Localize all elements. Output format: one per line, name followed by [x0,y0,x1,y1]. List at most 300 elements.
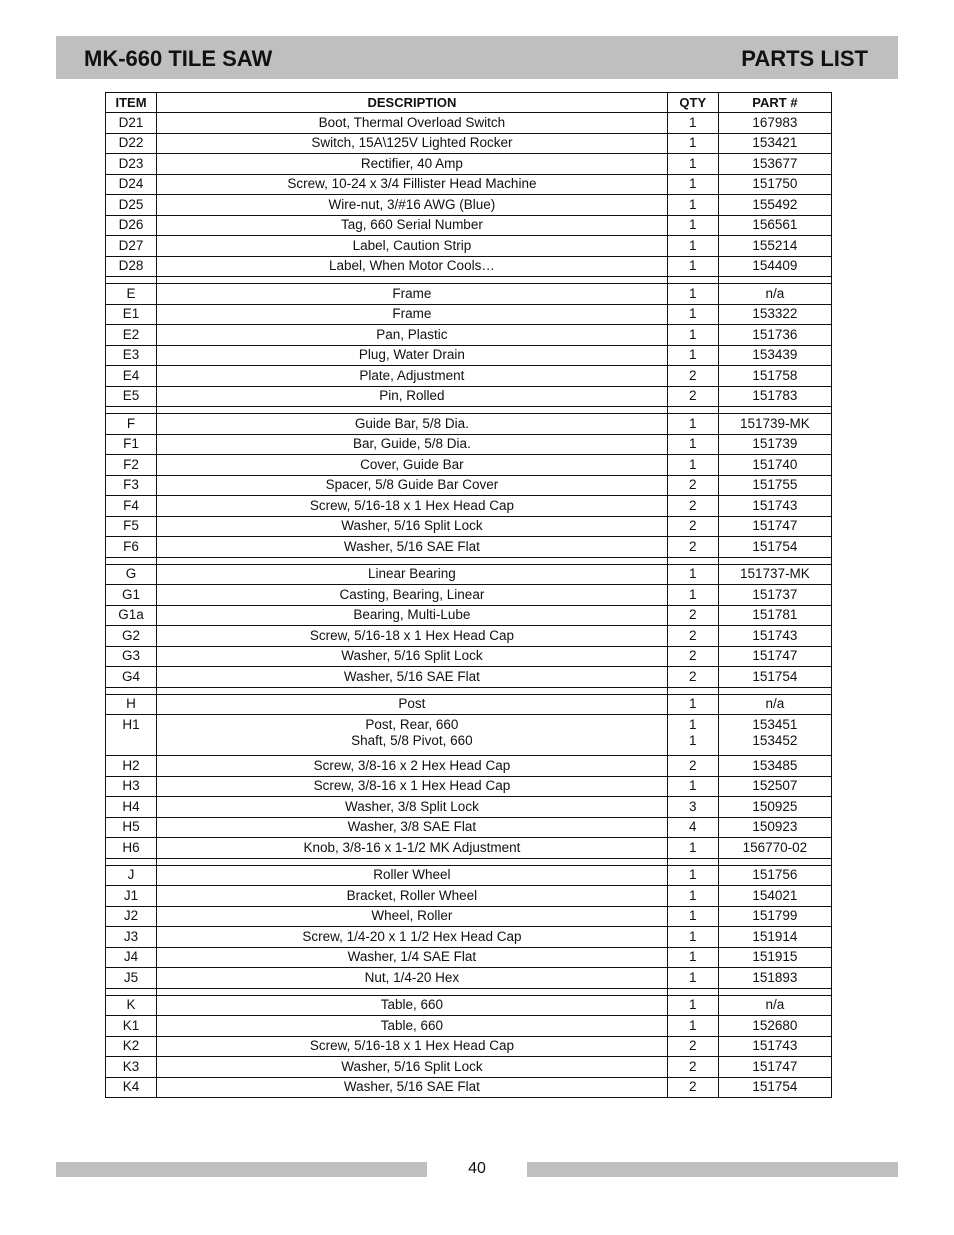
group-separator [106,557,832,564]
description-cell [157,496,668,517]
item-cell: G2 [106,626,157,647]
description-cell-line: Cover, Guide Bar [360,456,464,472]
description-cell-line: Washer, 3/8 Split Lock [345,798,479,814]
description-cell [157,455,668,476]
part-number-cell-line: 151754 [752,668,798,684]
qty-cell [667,667,718,688]
description-cell [157,325,668,346]
part-number-cell-line: 151739-MK [740,415,810,431]
description-cell-line: Linear Bearing [368,566,456,582]
part-number-cell-line: 151893 [752,969,798,985]
description-cell [157,715,668,756]
qty-cell [667,455,718,476]
qty-cell [667,968,718,989]
part-number-cell [718,325,831,346]
qty-cell-line: 1 [689,696,697,712]
table-row [106,1016,832,1037]
item-cell: K4 [106,1077,157,1098]
description-cell [157,646,668,667]
part-number-cell [718,906,831,927]
description-cell [157,256,668,277]
description-cell-line: Washer, 1/4 SAE Flat [347,949,477,965]
item-cell: H5 [106,817,157,838]
part-number-cell [718,626,831,647]
part-number-cell [718,667,831,688]
description-cell [157,133,668,154]
table-row [106,776,832,797]
qty-cell [667,646,718,667]
item-cell: J1 [106,886,157,907]
description-cell [157,797,668,818]
qty-cell [667,154,718,175]
qty-cell-line: 1 [689,839,697,855]
description-cell-line: Plate, Adjustment [359,367,465,383]
qty-cell [667,564,718,585]
description-cell-line: Screw, 5/16-18 x 1 Hex Head Cap [309,627,514,643]
item-cell: D25 [106,195,157,216]
description-cell-line: Washer, 5/16 Split Lock [341,518,483,534]
qty-cell-line: 1 [689,928,697,944]
table-row [106,626,832,647]
table-row [106,345,832,366]
qty-cell-line: 1 [689,867,697,883]
table-row [106,585,832,606]
footer-bar-right [527,1162,898,1177]
part-number-cell-line: 153439 [752,347,798,363]
table-row [106,817,832,838]
description-cell-line: Wheel, Roller [371,908,453,924]
table-row [106,1036,832,1057]
part-number-cell [718,475,831,496]
qty-cell [667,585,718,606]
document-title: MK-660 TILE SAW [84,46,273,71]
part-number-cell [718,797,831,818]
qty-cell-line: 1 [689,326,697,342]
description-cell [157,154,668,175]
part-number-cell [718,496,831,517]
qty-cell-line: 1 [689,176,697,192]
item-cell: F2 [106,455,157,476]
qty-cell [667,496,718,517]
table-row [106,174,832,195]
qty-cell [667,694,718,715]
item-cell: J2 [106,906,157,927]
qty-cell-line: 2 [689,477,697,493]
part-number-cell [718,236,831,257]
part-number-cell-line: 153421 [752,135,798,151]
description-cell [157,284,668,305]
item-cell: E1 [106,304,157,325]
qty-cell [667,434,718,455]
item-cell: K2 [106,1036,157,1057]
description-cell [157,585,668,606]
table-row [106,195,832,216]
table-row [106,215,832,236]
part-number-cell-line: 151914 [752,928,798,944]
description-cell-line: Post, Rear, 660 [365,717,459,732]
description-cell [157,345,668,366]
description-cell [157,1057,668,1078]
part-number-cell-line: 151747 [752,1058,798,1074]
qty-cell [667,715,718,756]
qty-cell-line: 1 [689,285,697,301]
description-cell [157,968,668,989]
table-header-row [106,93,832,113]
section-title: PARTS LIST [741,46,868,71]
table-row [106,756,832,777]
table-row [106,537,832,558]
description-cell [157,906,668,927]
qty-cell [667,626,718,647]
part-number-cell-line: 151915 [752,949,798,965]
item-cell: G1 [106,585,157,606]
part-number-cell-line: 156770-02 [742,839,808,855]
part-number-cell-line: 151736 [752,326,798,342]
qty-cell [667,174,718,195]
description-cell-line: Casting, Bearing, Linear [339,586,485,602]
group-separator [106,988,832,995]
description-cell [157,113,668,134]
qty-cell [667,947,718,968]
part-number-cell [718,995,831,1016]
description-cell [157,776,668,797]
description-cell [157,174,668,195]
table-row [106,284,832,305]
description-cell-line: Plug, Water Drain [358,347,465,363]
description-cell-line: Washer, 5/16 SAE Flat [343,538,480,554]
item-cell: H3 [106,776,157,797]
description-cell [157,1036,668,1057]
description-cell-line: Washer, 5/16 SAE Flat [343,668,480,684]
description-cell-line: Shaft, 5/8 Pivot, 660 [351,733,473,748]
part-number-cell [718,455,831,476]
description-cell [157,195,668,216]
description-cell [157,927,668,948]
description-cell-line: Guide Bar, 5/8 Dia. [354,415,469,431]
column-header-description: DESCRIPTION [157,93,668,113]
part-number-cell [718,694,831,715]
qty-cell-line: 2 [689,648,697,664]
table-row [106,968,832,989]
part-number-cell-line: 154021 [752,887,798,903]
qty-cell-line: 1 [689,1017,697,1033]
qty-cell [667,756,718,777]
description-cell [157,865,668,886]
table-row [106,865,832,886]
part-number-cell [718,1016,831,1037]
item-cell: J5 [106,968,157,989]
part-number-cell [718,366,831,387]
description-cell [157,817,668,838]
qty-cell [667,284,718,305]
part-number-cell [718,284,831,305]
qty-cell-line: 4 [689,819,697,835]
qty-cell [667,817,718,838]
table-row [106,434,832,455]
column-header-qty: QTY [667,93,718,113]
qty-cell-line: 2 [689,518,697,534]
part-number-cell [718,886,831,907]
group-separator [106,687,832,694]
item-cell: E2 [106,325,157,346]
qty-cell-line: 1 [689,415,697,431]
qty-cell [667,1036,718,1057]
table-row [106,927,832,948]
table-row [106,475,832,496]
description-cell [157,1016,668,1037]
table-row [106,947,832,968]
part-number-cell-line: 151747 [752,648,798,664]
qty-cell [667,256,718,277]
part-number-cell-line: 151755 [752,477,798,493]
part-number-cell [718,927,831,948]
table-row [106,455,832,476]
part-number-cell [718,1077,831,1098]
description-cell-line: Knob, 3/8-16 x 1-1/2 MK Adjustment [303,839,521,855]
qty-cell-line: 2 [689,497,697,513]
description-cell-line: Spacer, 5/8 Guide Bar Cover [325,477,499,493]
qty-cell-line: 1 [689,217,697,233]
description-cell-line: Washer, 5/16 Split Lock [341,648,483,664]
description-cell-line: Wire-nut, 3/#16 AWG (Blue) [328,196,496,212]
part-number-cell [718,154,831,175]
part-number-cell-line: 153451 [752,717,798,732]
table-row [106,715,832,756]
part-number-cell [718,215,831,236]
part-number-cell [718,838,831,859]
table-row [106,133,832,154]
item-cell: E4 [106,366,157,387]
item-cell: H4 [106,797,157,818]
part-number-cell [718,113,831,134]
qty-cell [667,886,718,907]
item-cell: D28 [106,256,157,277]
qty-cell-line: 1 [689,887,697,903]
item-cell: D24 [106,174,157,195]
part-number-cell [718,434,831,455]
table-row [106,366,832,387]
part-number-cell [718,414,831,435]
qty-cell-line: 1 [689,997,697,1013]
qty-cell [667,414,718,435]
table-row [106,113,832,134]
description-cell [157,886,668,907]
qty-cell-line: 2 [689,757,697,773]
qty-cell [667,366,718,387]
description-cell-line: Rectifier, 40 Amp [360,155,463,171]
description-cell-line: Screw, 3/8-16 x 1 Hex Head Cap [313,778,511,794]
part-number-cell-line: 153677 [752,155,798,171]
item-cell: F3 [106,475,157,496]
description-cell [157,414,668,435]
part-number-cell-line: 151758 [752,367,798,383]
item-cell: D27 [106,236,157,257]
qty-cell-line: 1 [689,969,697,985]
part-number-cell-line: 151799 [752,908,798,924]
item-cell: F6 [106,537,157,558]
table-row [106,304,832,325]
part-number-cell [718,1057,831,1078]
qty-cell [667,304,718,325]
description-cell-line: Table, 660 [380,997,444,1013]
qty-cell [667,236,718,257]
part-number-cell-line: 151743 [752,627,798,643]
description-cell-line: Boot, Thermal Overload Switch [318,114,506,130]
description-cell-line: Pan, Plastic [376,326,448,342]
table-row [106,838,832,859]
description-cell-line: Screw, 3/8-16 x 2 Hex Head Cap [313,757,511,773]
part-number-cell-line: 151750 [752,176,798,192]
description-cell [157,215,668,236]
item-cell: D23 [106,154,157,175]
description-cell-line: Bar, Guide, 5/8 Dia. [353,436,471,452]
description-cell-line: Washer, 5/16 Split Lock [341,1058,483,1074]
qty-cell [667,605,718,626]
part-number-cell [718,564,831,585]
qty-cell-line: 2 [689,627,697,643]
description-cell [157,366,668,387]
qty-cell [667,776,718,797]
part-number-cell-line: 150923 [752,819,798,835]
description-cell-line: Post [398,696,426,712]
parts-table [105,92,832,1098]
table-row [106,886,832,907]
item-cell: G1a [106,605,157,626]
part-number-cell-line: n/a [765,696,785,712]
table-row [106,667,832,688]
part-number-cell [718,174,831,195]
description-cell-line: Screw, 10-24 x 3/4 Fillister Head Machine [287,176,537,192]
qty-cell [667,1077,718,1098]
group-separator [106,277,832,284]
description-cell [157,947,668,968]
item-cell: G3 [106,646,157,667]
part-number-cell-line: 151781 [752,607,798,623]
part-number-cell-line: 153452 [752,733,798,748]
header-bar [56,36,898,79]
item-cell: F1 [106,434,157,455]
table-row [106,236,832,257]
item-cell: E [106,284,157,305]
qty-cell-line: 1 [689,196,697,212]
item-cell: D26 [106,215,157,236]
qty-cell-line: 2 [689,607,697,623]
part-number-cell-line: 151754 [752,1079,798,1095]
item-cell: F5 [106,516,157,537]
part-number-cell [718,865,831,886]
parts-table-body [106,113,832,1098]
table-row [106,646,832,667]
item-cell: F [106,414,157,435]
part-number-cell [718,345,831,366]
table-row [106,564,832,585]
item-cell: K3 [106,1057,157,1078]
item-cell: D21 [106,113,157,134]
description-cell [157,995,668,1016]
group-separator [106,407,832,414]
table-row [106,496,832,517]
table-row [106,906,832,927]
qty-cell [667,195,718,216]
part-number-cell [718,1036,831,1057]
column-header-item: ITEM [106,93,157,113]
description-cell-line: Screw, 1/4-20 x 1 1/2 Hex Head Cap [302,928,522,944]
description-cell [157,236,668,257]
part-number-cell-line: n/a [765,285,785,301]
qty-cell-line: 1 [689,566,697,582]
item-cell: J4 [106,947,157,968]
item-cell: H [106,694,157,715]
part-number-cell [718,516,831,537]
qty-cell-line: 1 [689,586,697,602]
part-number-cell [718,195,831,216]
description-cell-line: Tag, 660 Serial Number [341,217,483,233]
page-number: 40 [468,1160,486,1177]
qty-cell [667,113,718,134]
part-number-cell [718,537,831,558]
part-number-cell-line: 153322 [752,306,798,322]
description-cell-line: Label, Caution Strip [352,237,472,253]
item-cell: E3 [106,345,157,366]
description-cell [157,756,668,777]
qty-cell-line: 1 [689,155,697,171]
description-cell [157,605,668,626]
part-number-cell [718,256,831,277]
table-row [106,516,832,537]
description-cell [157,838,668,859]
part-number-cell-line: 156561 [752,217,798,233]
description-cell-line: Screw, 5/16-18 x 1 Hex Head Cap [309,497,514,513]
description-cell-line: Screw, 5/16-18 x 1 Hex Head Cap [309,1038,514,1054]
item-cell: K1 [106,1016,157,1037]
qty-cell [667,325,718,346]
table-row [106,154,832,175]
part-number-cell [718,776,831,797]
qty-cell [667,995,718,1016]
description-cell-line: Label, When Motor Cools… [329,258,495,274]
qty-cell [667,475,718,496]
part-number-cell [718,968,831,989]
qty-cell [667,516,718,537]
qty-cell [667,838,718,859]
qty-cell [667,345,718,366]
part-number-cell-line: n/a [765,997,785,1013]
group-separator [106,858,832,865]
description-cell [157,386,668,407]
qty-cell-line: 3 [689,798,697,814]
description-cell-line: Frame [392,285,432,301]
qty-cell-line: 2 [689,367,697,383]
part-number-cell [718,817,831,838]
footer-bar-left [56,1162,427,1177]
column-header-part: PART # [718,93,831,113]
table-row [106,694,832,715]
part-number-cell [718,605,831,626]
description-cell [157,304,668,325]
item-cell: G [106,564,157,585]
qty-cell-line: 1 [689,908,697,924]
part-number-cell-line: 152680 [752,1017,798,1033]
part-number-cell-line: 151743 [752,497,798,513]
qty-cell [667,1016,718,1037]
item-cell: K [106,995,157,1016]
qty-cell [667,927,718,948]
description-cell [157,537,668,558]
description-cell-line: Switch, 15A\125V Lighted Rocker [311,135,513,151]
part-number-cell-line: 155492 [752,196,798,212]
part-number-cell-line: 150925 [752,798,798,814]
item-cell: F4 [106,496,157,517]
